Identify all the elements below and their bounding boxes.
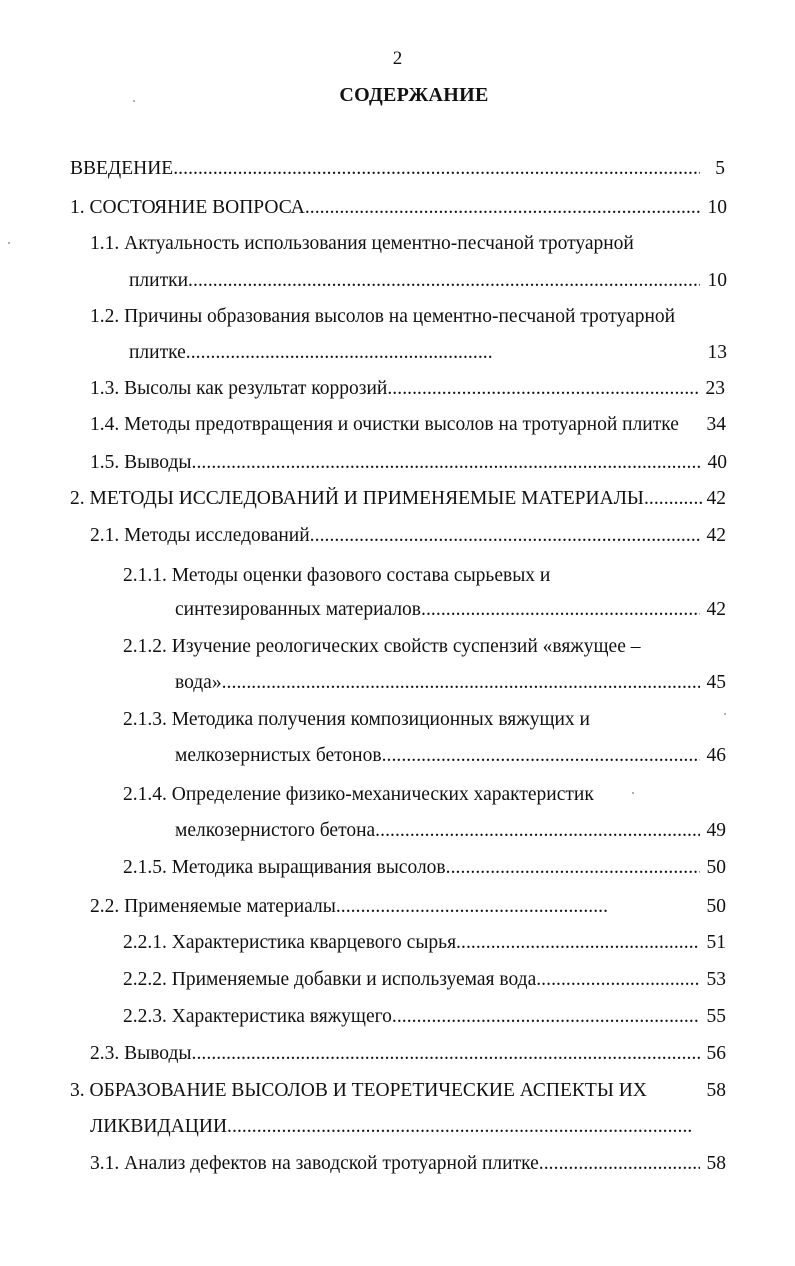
toc-entry-page: 53 (706, 969, 726, 990)
toc-entry-page: 49 (706, 820, 726, 841)
leader-dots (310, 523, 700, 549)
toc-entry-2-2[interactable] (90, 894, 607, 920)
toc-entry-2-2-2[interactable] (123, 967, 700, 993)
toc-entry-1-1[interactable] (90, 231, 730, 257)
toc-entry-text: 2.2.2. Применяемые добавки и используемая вода (123, 969, 537, 990)
toc-entry-text: 1. СОСТОЯНИЕ ВОПРОСА (70, 197, 305, 218)
toc-entry-page: 56 (706, 1043, 726, 1064)
toc-entry-text: 1.4. Методы предотвращения и очистки высолов на тротуарной плитке (90, 414, 679, 435)
toc-entry-text-continued: вода» (175, 672, 222, 693)
leader-dots (387, 376, 700, 402)
toc-entry-2-2-1[interactable] (123, 930, 700, 956)
toc-entry-page: 13 (707, 342, 727, 363)
toc-entry-page: 58 (706, 1080, 726, 1101)
toc-entry-page: 50 (706, 857, 726, 878)
toc-entry-page: 50 (706, 896, 726, 917)
toc-entry-text-continued: мелкозернистых бетонов (175, 745, 382, 766)
toc-entry-chapter-3[interactable] (70, 1078, 690, 1104)
toc-entry-text: 2.2. Применяемые материалы (90, 896, 336, 917)
toc-entry-1-2-cont[interactable] (129, 340, 493, 366)
leader-dots (192, 1041, 700, 1067)
toc-entry-2-1-3[interactable] (123, 707, 723, 733)
toc-entry-text: 2.1. Методы исследований (90, 525, 310, 546)
leader-dots (446, 855, 700, 881)
toc-entry-page: 23 (705, 378, 725, 399)
leader-dots (222, 670, 700, 696)
toc-entry-1-5[interactable] (90, 450, 700, 476)
toc-entry-text: 2.1.5. Методика выращивания высолов (123, 857, 446, 878)
toc-entry-page: 46 (706, 745, 726, 766)
leader-dots (536, 967, 700, 993)
toc-entry-2-3[interactable] (90, 1041, 700, 1067)
toc-entry-3-1[interactable] (90, 1151, 700, 1177)
toc-entry-text-continued: синтезированных материалов (175, 599, 422, 620)
leader-dots (173, 156, 700, 182)
leader-dots (375, 818, 700, 844)
toc-entry-page: 10 (707, 197, 727, 218)
toc-entry-page: 42 (706, 599, 726, 620)
toc-entry-text: ВВЕДЕНИЕ (70, 158, 174, 179)
leader-dots (336, 894, 607, 920)
toc-entry-1-1-cont[interactable] (129, 268, 700, 294)
toc-entry-text-continued: мелкозернистого бетона (175, 820, 376, 841)
toc-entry-2-1-4[interactable] (123, 782, 723, 808)
page-title: СОДЕРЖАНИЕ (339, 84, 489, 106)
toc-entry-text-continued: ЛИКВИДАЦИИ (90, 1116, 228, 1137)
toc-entry-page: 10 (707, 270, 727, 291)
toc-entry-page: 42 (706, 488, 726, 509)
scan-speck (632, 792, 634, 794)
toc-entry-page: 5 (715, 158, 725, 179)
toc-entry-text: 2.1.3. Методика получения композиционных вяжущих и (123, 709, 590, 730)
toc-entry-2-1-1[interactable] (123, 563, 723, 589)
toc-entry-page: 51 (706, 932, 726, 953)
toc-entry-text: 1.2. Причины образования высолов на цементно-песчаной тротуарной (90, 306, 676, 327)
toc-entry-2-1-4-cont[interactable] (175, 818, 700, 844)
toc-entry-text-continued: плитки (129, 270, 189, 291)
page-number: 2 (392, 48, 403, 69)
toc-entry-text: 2.3. Выводы (90, 1043, 192, 1064)
leader-dots (456, 930, 700, 956)
leader-dots (192, 450, 700, 476)
toc-entry-2-1-3-cont[interactable] (175, 743, 700, 769)
toc-entry-page: 34 (706, 414, 726, 435)
leader-dots (227, 1114, 692, 1140)
leader-dots (539, 1151, 700, 1177)
toc-entry-page: 45 (706, 672, 726, 693)
toc-entry-page: 55 (706, 1006, 726, 1027)
toc-entry-2-1-2-cont[interactable] (175, 670, 700, 696)
scan-speck (133, 100, 135, 102)
toc-entry-chapter-3-cont[interactable] (90, 1114, 692, 1140)
toc-entry-text: 2.2.1. Характеристика кварцевого сырья (123, 932, 457, 953)
scan-speck (8, 242, 10, 244)
toc-entry-text: 2.1.1. Методы оценки фазового состава сырьевых и (123, 565, 551, 586)
toc-entry-2-2-3[interactable] (123, 1004, 700, 1030)
toc-entry-1-3[interactable] (90, 376, 700, 402)
toc-entry-2-1-1-cont[interactable] (175, 597, 700, 623)
toc-entry-introduction[interactable] (70, 156, 700, 182)
toc-entry-text: 1.1. Актуальность использования цементно-песчаной тротуарной (90, 233, 634, 254)
toc-entry-page: 40 (707, 452, 727, 473)
leader-dots (421, 597, 700, 623)
toc-entry-chapter-2[interactable] (70, 486, 702, 512)
leader-dots (382, 743, 700, 769)
toc-entry-1-2[interactable] (90, 304, 730, 330)
toc-entry-text: 3.1. Анализ дефектов на заводской тротуарной плитке (90, 1153, 539, 1174)
leader-dots (188, 268, 700, 294)
toc-entry-text: 1.5. Выводы (90, 452, 192, 473)
toc-entry-text: 2. МЕТОДЫ ИССЛЕДОВАНИЙ И ПРИМЕНЯЕМЫЕ МАТЕРИАЛЫ (70, 488, 644, 509)
toc-entry-text: 2.2.3. Характеристика вяжущего (123, 1006, 392, 1027)
leader-dots (186, 340, 493, 366)
toc-entry-2-1-2[interactable] (123, 634, 723, 660)
toc-entry-2-1[interactable] (90, 523, 700, 549)
toc-entry-text: 2.1.4. Определение физико-механических характеристик (123, 784, 594, 805)
toc-entry-text: 1.3. Высолы как результат коррозий (90, 378, 388, 399)
toc-entry-page: 58 (706, 1153, 726, 1174)
scan-speck (724, 713, 726, 715)
toc-entry-text: 3. ОБРАЗОВАНИЕ ВЫСОЛОВ И ТЕОРЕТИЧЕСКИЕ АСПЕКТЫ ИХ (70, 1080, 647, 1101)
toc-entry-chapter-1[interactable] (70, 195, 700, 221)
leader-dots (305, 195, 700, 221)
toc-entry-page: 42 (706, 525, 726, 546)
toc-entry-2-1-5[interactable] (123, 855, 700, 881)
leader-dots (392, 1004, 700, 1030)
toc-entry-1-4[interactable] (90, 412, 702, 438)
toc-entry-text-continued: плитке (129, 342, 186, 363)
toc-entry-text: 2.1.2. Изучение реологических свойств суспензий «вяжущее – (123, 636, 641, 657)
